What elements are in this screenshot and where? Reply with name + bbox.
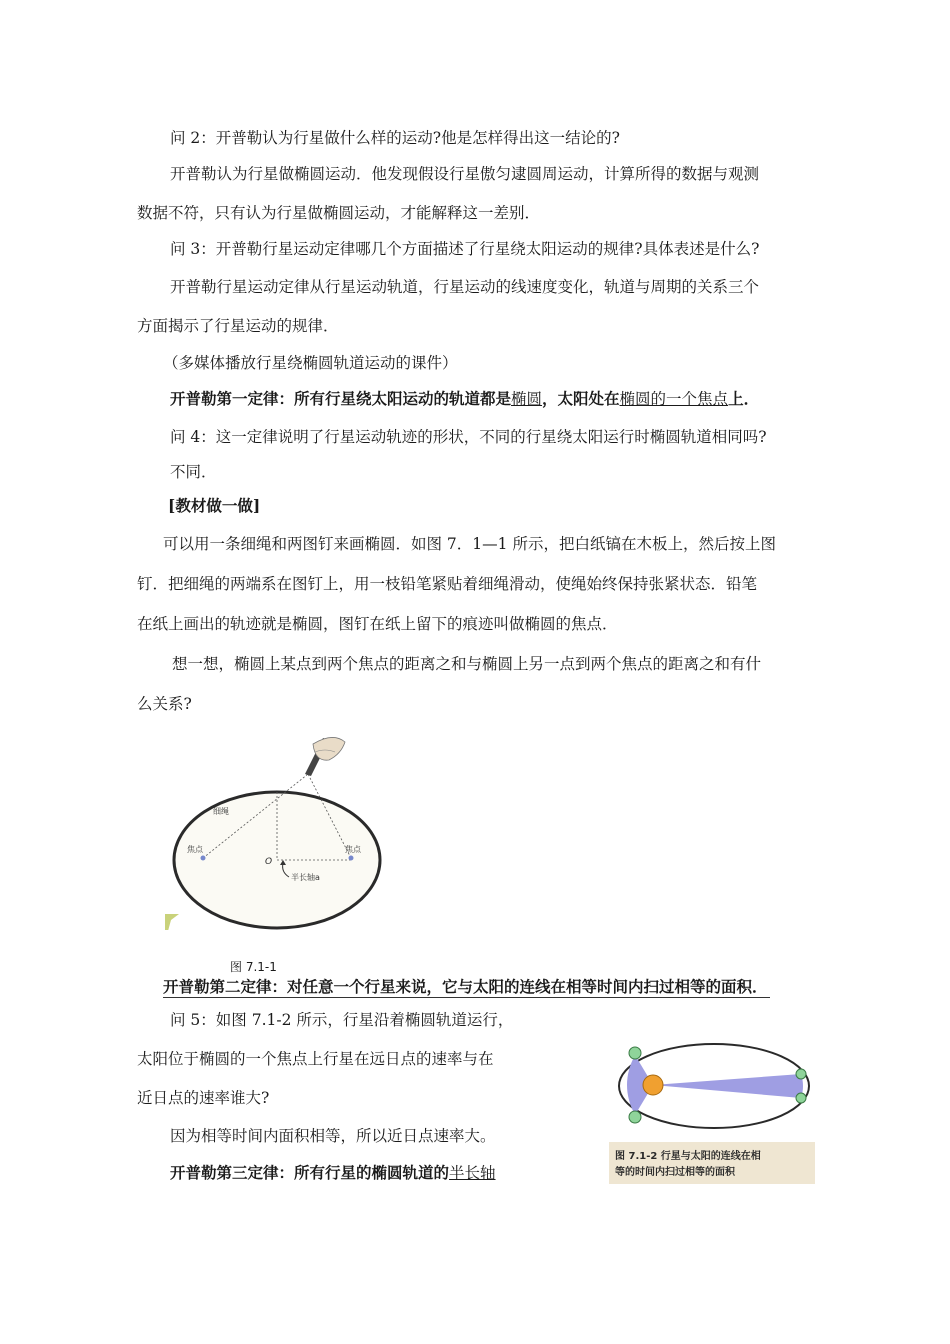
activity-line-2: 钉．把细绳的两端系在图钉上，用一枝铅笔紧贴着细绳滑动，使绳始终保持张紧状态．铅笔 <box>137 575 758 593</box>
planet-icon <box>796 1069 806 1079</box>
label-string: 细绳 <box>213 807 229 816</box>
law3-answer-semi-major-axis: 半长轴 <box>449 1164 496 1182</box>
activity-line-1: 可以用一条细绳和两图钉来画椭圆．如图 7．1—1 所示，把白纸镐在木板上，然后按上图 <box>163 535 776 553</box>
figure-7-1-2 <box>605 1030 817 1185</box>
figure-7-1-2-caption-line-2: 等的时间内扫过相等的面积 <box>615 1167 735 1178</box>
answer-4: 不同． <box>170 463 217 481</box>
kepler-first-law <box>170 389 759 409</box>
planet-icon <box>629 1047 641 1059</box>
kepler-third-law <box>170 1163 496 1183</box>
label-left-focus: 焦点 <box>187 845 203 854</box>
answer-2-line-2: 数据不符，只有认为行星做椭圆运动，才能解释这一差别． <box>137 204 541 222</box>
sun-icon <box>643 1075 663 1095</box>
answer-5: 因为相等时间内面积相等，所以近日点速率大。 <box>170 1127 496 1145</box>
answer-3-line-1: 开普勒行星运动定律从行星运动轨道，行星运动的线速度变化，轨道与周期的关系三个 <box>170 278 760 296</box>
question-5-line-1: 问 5：如图 7.1-2 所示，行星沿着椭圆轨道运行， <box>170 1011 514 1029</box>
activity-title: [教材做一做] <box>168 496 261 515</box>
law1-answer-focus: 椭圆的一个焦点 <box>619 390 729 408</box>
figure-7-1-1 <box>165 730 395 942</box>
label-center-o: O <box>265 857 273 867</box>
kepler-second-law: 开普勒第二定律：对任意一个行星来说，它与太阳的连线在相等时间内扫过相等的面积． <box>163 977 768 996</box>
question-4: 问 4：这一定律说明了行星运动轨迹的形状，不同的行星绕太阳运行时椭圆轨道相同吗? <box>170 428 767 446</box>
law1-text-e: 上． <box>728 389 760 408</box>
law3-text-a: 开普勒第三定律：所有行星的椭圆轨道的 <box>170 1163 450 1182</box>
label-right-focus: 焦点 <box>345 845 361 854</box>
law1-answer-ellipse: 椭圆 <box>511 390 543 408</box>
law1-text-a: 开普勒第一定律：所有行星绕太阳运动的轨道都是 <box>170 389 512 408</box>
right-focus-pin <box>349 856 354 861</box>
think-line-1: 想一想，椭圆上某点到两个焦点的距离之和与椭圆上另一点到两个焦点的距离之和有什 <box>172 655 762 673</box>
question-5-line-2: 太阳位于椭圆的一个焦点上行星在远日点的速率与在 <box>137 1050 494 1068</box>
law1-text-c: ，太阳处在 <box>542 389 620 408</box>
question-5-line-3: 近日点的速率谁大? <box>137 1089 270 1107</box>
question-3: 问 3：开普勒行星运动定律哪几个方面描述了行星绕太阳运动的规律?具体表述是什么? <box>170 240 760 258</box>
figure-7-1-1-caption: 图 7.1-1 <box>230 960 277 974</box>
label-semi-major-axis: 半长轴a <box>291 873 320 882</box>
planet-icon <box>629 1111 641 1123</box>
activity-line-3: 在纸上画出的轨迹就是椭圆，图钉在纸上留下的痕迹叫做椭圆的焦点． <box>137 615 618 633</box>
left-focus-pin <box>201 856 206 861</box>
answer-2-line-1: 开普勒认为行星做椭圆运动．他发现假设行星傲匀逮圆周运动，计算所得的数据与观测 <box>170 165 760 183</box>
answer-3-line-2: 方面揭示了行星运动的规律． <box>137 317 339 335</box>
planet-icon <box>796 1093 806 1103</box>
question-2: 问 2：开普勒认为行星做什么样的运动?他是怎样得出这一结论的? <box>170 129 620 147</box>
multimedia-note: （多媒体播放行星绕椭圆轨道运动的课件） <box>163 354 458 372</box>
figure-7-1-2-caption-line-1: 图 7.1-2 行星与太阳的连线在相 <box>615 1151 761 1162</box>
think-line-2: 么关系? <box>137 695 192 713</box>
